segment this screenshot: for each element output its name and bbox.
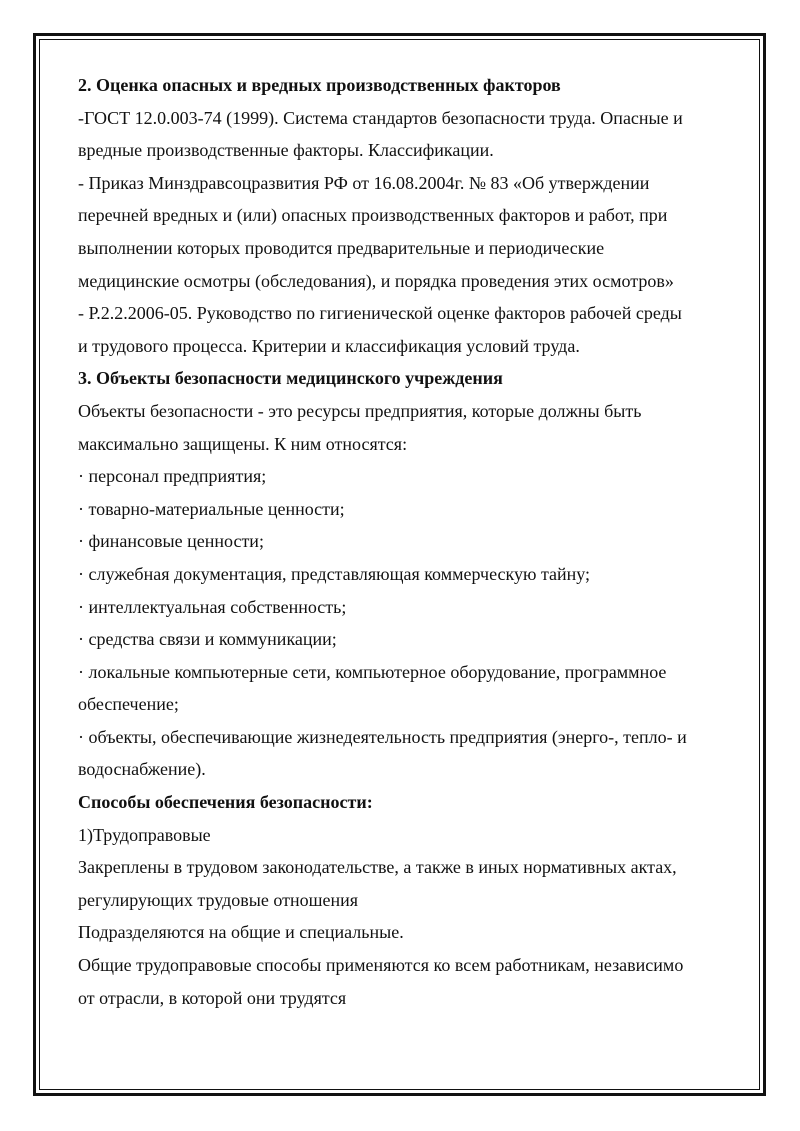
text-line: регулирующих трудовые отношения: [78, 889, 359, 910]
text-line: · интеллектуальная собственность;: [78, 596, 347, 617]
text-line: - Приказ Минздравсоцразвития РФ от 16.08.2004г. № 83 «Об утверждении: [78, 172, 650, 193]
text-line: Объекты безопасности - это ресурсы предприятия, которые должны быть: [78, 400, 642, 421]
text-line: Подразделяются на общие и специальные.: [78, 922, 404, 943]
text-line: водоснабжение).: [78, 759, 206, 780]
text-line: выполнении которых проводится предварительные и периодические: [78, 237, 605, 258]
section-heading: 3. Объекты безопасности медицинского учреждения: [78, 368, 503, 389]
text-line: Закреплены в трудовом законодательстве, а также в иных нормативных актах,: [78, 857, 677, 878]
text-line: · служебная документация, представляющая коммерческую тайну;: [78, 563, 591, 584]
text-line: · средства связи и коммуникации;: [78, 629, 337, 650]
text-line: медицинские осмотры (обследования), и порядка проведения этих осмотров»: [78, 270, 674, 291]
text-line: перечней вредных и (или) опасных производственных факторов и работ, при: [78, 205, 668, 226]
text-line: 1)Трудоправовые: [78, 824, 211, 845]
text-line: · объекты, обеспечивающие жизнедеятельность предприятия (энерго-, тепло- и: [78, 726, 687, 747]
text-line: вредные производственные факторы. Классификации.: [78, 140, 494, 161]
text-line: -ГОСТ 12.0.003-74 (1999). Система стандартов безопасности труда. Опасные и: [78, 107, 683, 128]
text-line: от отрасли, в которой они трудятся: [78, 987, 347, 1008]
text-line: · финансовые ценности;: [78, 531, 264, 552]
text-line: - Р.2.2.2006-05. Руководство по гигиенической оценке факторов рабочей среды: [78, 303, 682, 324]
text-line: Общие трудоправовые способы применяются ко всем работникам, независимо: [78, 955, 684, 976]
section-heading: 2. Оценка опасных и вредных производственных факторов: [78, 75, 561, 95]
text-line: · локальные компьютерные сети, компьютерное оборудование, программное: [78, 661, 667, 682]
section-heading: Способы обеспечения безопасности:: [78, 792, 373, 813]
text-line: · персонал предприятия;: [78, 466, 267, 487]
text-line: · товарно-материальные ценности;: [78, 498, 345, 519]
text-line: максимально защищены. К ним относятся:: [78, 433, 408, 454]
document-body: [78, 69, 723, 1014]
text-line: обеспечение;: [78, 694, 179, 715]
text-line: и трудового процесса. Критерии и классификация условий труда.: [78, 335, 580, 356]
